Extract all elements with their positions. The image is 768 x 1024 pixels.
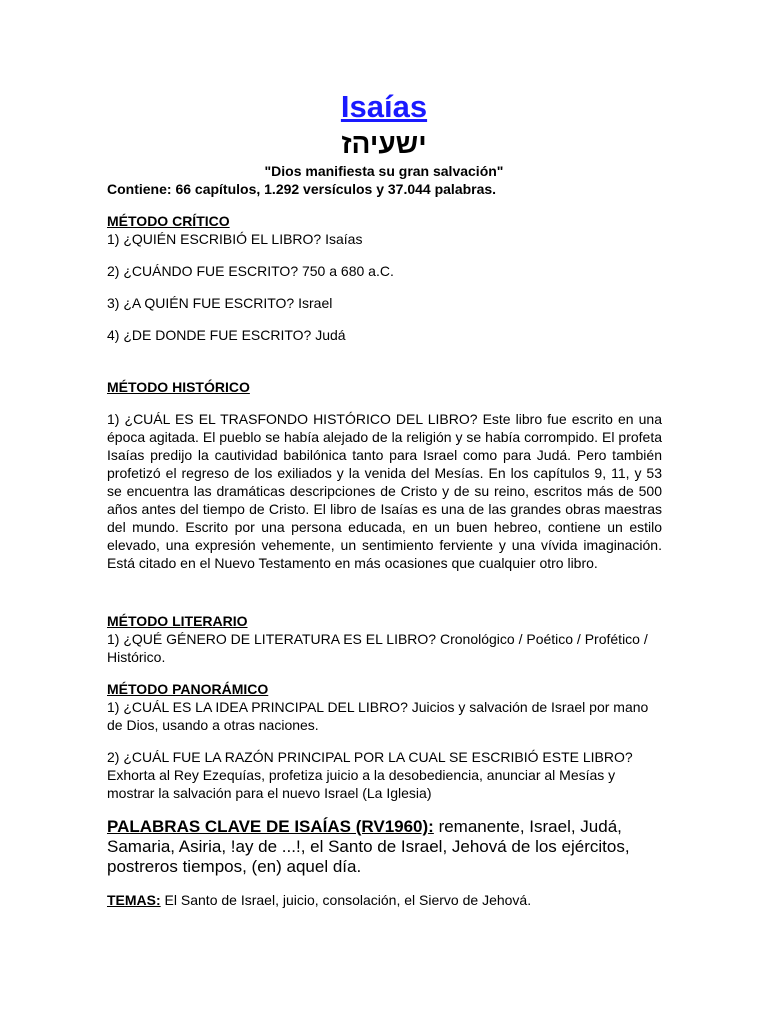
contents-summary: Contiene: 66 capítulos, 1.292 versículos y 37.044 palabras. [107,181,497,197]
paragraph: 1) ¿CUÁL ES LA IDEA PRINCIPAL DEL LIBRO? Juicios y salvación de Israel por mano de Dios, usando a otras naciones. [107,699,649,733]
section-metodo-literario [107,612,662,666]
keywords-text: remanente, Israel, Judá, Samaria, Asiria, !ay de ...!, el Santo de Israel, Jehová de los ejércitos, postreros tiempos, (en) aquel día. [107,817,630,876]
paragraph: 1) ¿CUÁL ES EL TRASFONDO HISTÓRICO DEL LIBRO? Este libro fue escrito en una época agitada. El pueblo se había alejado de la religión y se había corrompido. El profeta Isaías predijo la cautividad babilónica tanto para Israel como para Judá. Pero también profetizó el regreso de los exiliados y la venida del Mesías. En los capítulos 9, 11, y 53 se encuentra las dramáticas descripciones de Cristo y de su reino, escritos más de 500 años antes del tiempo de Cristo. El libro de Isaías es una de las grandes obras maestras del mundo. Escrito por una persona educada, en un buen hebreo, contiene un estilo elevado, una expresión vehemente, un sentimiento ferviente y una vívida imaginación. Está citado en el Nuevo Testamento en más ocasiones que cualquier otro libro. [107,411,662,571]
section-metodo-historico [107,378,662,572]
section-metodo-critico [107,212,662,344]
section-palabras-clave [107,817,662,877]
section-heading: MÉTODO CRÍTICO [107,213,230,229]
section-heading: MÉTODO HISTÓRICO [107,379,250,395]
paragraph: 1) ¿QUÉ GÉNERO DE LITERATURA ES EL LIBRO? Cronológico / Poético / Profético / Histórico. [107,631,648,665]
section-heading: PALABRAS CLAVE DE ISAÍAS (RV1960): [107,817,434,836]
hebrew-title: ישעיהז [341,128,427,159]
subtitle: "Dios manifiesta su gran salvación" [264,163,504,179]
title-link[interactable]: Isaías [340,89,428,124]
paragraph: 2) ¿CUÁL FUE LA RAZÓN PRINCIPAL POR LA CUAL SE ESCRIBIÓ ESTE LIBRO? Exhorta al Rey Ezequías, profetiza juicio a la desobediencia, anunciar al Mesías y mostrar la salvación para el nuevo Israel (La Iglesia) [107,749,633,801]
page-title [0,88,768,126]
list-item: 1) ¿QUIÉN ESCRIBIÓ EL LIBRO? Isaías [107,231,363,247]
section-heading: MÉTODO LITERARIO [107,613,248,629]
section-metodo-panoramico [107,680,662,802]
section-heading: TEMAS: [107,892,161,908]
list-item: 3) ¿A QUIÉN FUE ESCRITO? Israel [107,295,333,311]
section-heading: MÉTODO PANORÁMICO [107,681,269,697]
temas-text: El Santo de Israel, juicio, consolación, el Siervo de Jehová. [160,892,532,908]
list-item: 2) ¿CUÁNDO FUE ESCRITO? 750 a 680 a.C. [107,263,394,279]
section-temas [107,891,662,909]
list-item: 4) ¿DE DONDE FUE ESCRITO? Judá [107,327,346,343]
